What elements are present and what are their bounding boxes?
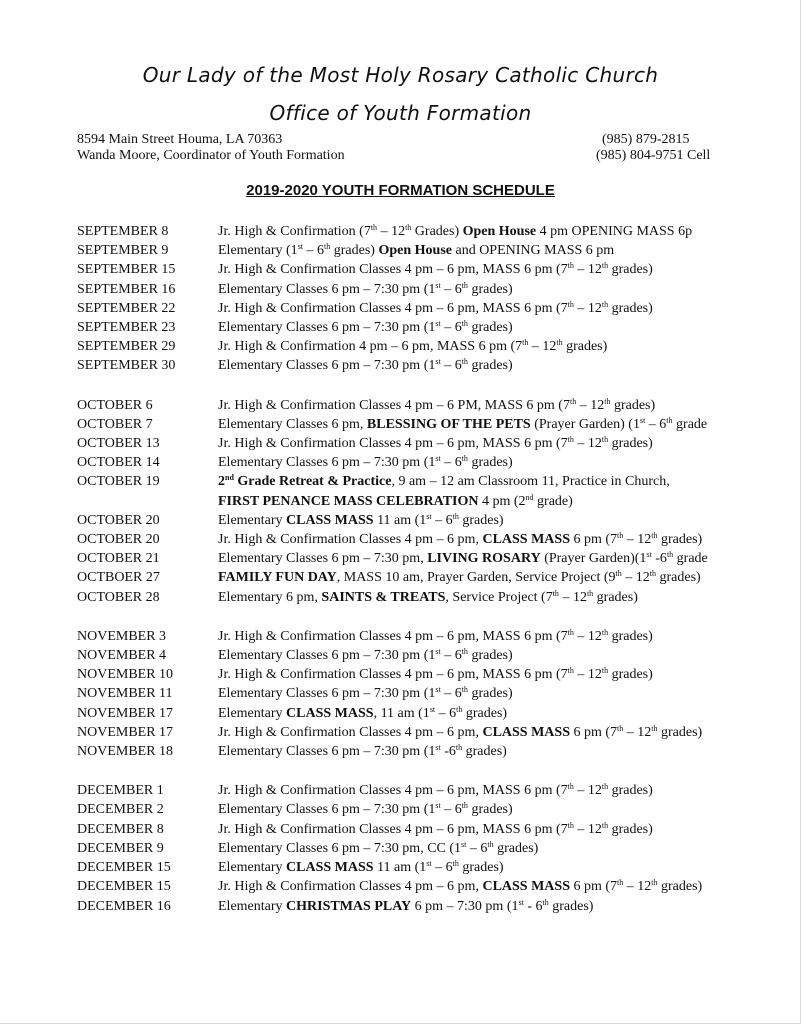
coordinator: Wanda Moore, Coordinator of Youth Formation [77, 148, 345, 163]
event-date: NOVEMBER 3 [77, 628, 167, 644]
schedule-row [77, 299, 797, 318]
month-block-september [77, 222, 797, 376]
contact-left [77, 132, 345, 164]
event-description: Jr. High & Confirmation Classes 4 pm – 6 pm, MASS 6 pm (7th – 12th grades) [218, 299, 653, 316]
schedule-row [77, 222, 797, 241]
month-block-october [77, 396, 797, 607]
schedule-row [77, 549, 797, 568]
event-description: Elementary CLASS MASS 11 am (1st – 6th grades) [218, 859, 504, 876]
schedule-row [77, 356, 797, 375]
event-description: Elementary CHRISTMAS PLAY 6 pm – 7:30 pm (1st - 6th grades) [218, 897, 594, 914]
event-description: Elementary Classes 6 pm – 7:30 pm (1st – 6th grades) [218, 357, 513, 374]
event-description: Elementary CLASS MASS 11 am (1st – 6th grades) [218, 511, 504, 528]
event-description: Elementary Classes 6 pm – 7:30 pm (1st – 6th grades) [218, 685, 513, 702]
event-date: DECEMBER 1 [77, 783, 164, 799]
event-date: NOVEMBER 11 [77, 686, 173, 702]
event-description: Elementary (1st – 6th grades) Open House and OPENING MASS 6 pm [218, 242, 615, 259]
phone: (985) 879-2815 [602, 132, 690, 147]
event-date: OCTOBER 21 [77, 551, 160, 567]
schedule-row [77, 877, 797, 896]
event-description: Jr. High & Confirmation Classes 4 pm – 6 pm, MASS 6 pm (7th – 12th grades) [218, 820, 653, 837]
event-date: OCTOBER 20 [77, 532, 160, 548]
event-description: Jr. High & Confirmation Classes 4 pm – 6 PM, MASS 6 pm (7th – 12th grades) [218, 396, 656, 413]
event-date: DECEMBER 15 [77, 860, 171, 876]
schedule-row [77, 820, 797, 839]
event-date: SEPTEMBER 22 [77, 300, 176, 316]
schedule-row [77, 646, 797, 665]
schedule-row [77, 492, 797, 511]
event-description: Jr. High & Confirmation Classes 4 pm – 6 pm, CLASS MASS 6 pm (7th – 12th grades) [218, 723, 703, 740]
event-date: NOVEMBER 17 [77, 724, 174, 740]
address: 8594 Main Street Houma, LA 70363 [77, 132, 283, 147]
event-date: DECEMBER 2 [77, 802, 164, 818]
event-description: Jr. High & Confirmation Classes 4 pm – 6 pm, MASS 6 pm (7th – 12th grades) [218, 261, 653, 278]
schedule-row [77, 280, 797, 299]
event-description: FAMILY FUN DAY, MASS 10 am, Prayer Garden, Service Project (9th – 12th grades) [218, 569, 701, 586]
event-date: NOVEMBER 4 [77, 648, 167, 664]
schedule-row [77, 434, 797, 453]
schedule-row [77, 858, 797, 877]
cell-phone: (985) 804-9751 Cell [596, 148, 711, 163]
event-description: Jr. High & Confirmation Classes 4 pm – 6 pm, CLASS MASS 6 pm (7th – 12th grades) [218, 878, 703, 895]
schedule-row [77, 723, 797, 742]
schedule-row [77, 511, 797, 530]
event-date: SEPTEMBER 8 [77, 224, 169, 239]
event-date: OCTOBER 19 [77, 474, 160, 490]
event-date: OCTOBER 20 [77, 512, 160, 528]
event-date: DECEMBER 16 [77, 898, 171, 914]
schedule-row [77, 588, 797, 607]
schedule-row [77, 453, 797, 472]
event-description: Elementary Classes 6 pm – 7:30 pm, CC (1st – 6th grades) [218, 839, 539, 856]
event-description: Jr. High & Confirmation Classes 4 pm – 6 pm, MASS 6 pm (7th – 12th grades) [218, 627, 653, 644]
event-date: SEPTEMBER 9 [77, 243, 169, 259]
schedule-row [77, 800, 797, 819]
event-description: Elementary Classes 6 pm – 7:30 pm (1st – 6th grades) [218, 280, 513, 297]
event-date: OCTOBER 7 [77, 416, 153, 432]
event-description: Elementary Classes 6 pm – 7:30 pm (1st -6th grades) [218, 743, 507, 760]
event-description: Jr. High & Confirmation Classes 4 pm – 6 pm, CLASS MASS 6 pm (7th – 12th grades) [218, 531, 703, 548]
event-date: DECEMBER 15 [77, 879, 171, 895]
event-description: Elementary Classes 6 pm – 7:30 pm (1st – 6th grades) [218, 454, 513, 471]
event-description: Elementary 6 pm, SAINTS & TREATS, Service Project (7th – 12th grades) [218, 588, 638, 605]
event-description: Elementary Classes 6 pm – 7:30 pm (1st – 6th grades) [218, 647, 513, 664]
event-date: OCTOBER 6 [77, 397, 153, 413]
event-date: OCTOBER 14 [77, 455, 160, 471]
schedule-row [77, 337, 797, 356]
schedule-row [77, 241, 797, 260]
event-date: OCTBOER 27 [77, 570, 160, 586]
office-name: Office of Youth Formation [269, 101, 532, 125]
contact-right [596, 132, 710, 164]
event-description: Elementary Classes 6 pm – 7:30 pm (1st – 6th grades) [218, 801, 513, 818]
event-date: OCTOBER 28 [77, 589, 160, 605]
event-description: FIRST PENANCE MASS CELEBRATION 4 pm (2nd grade) [218, 492, 573, 509]
event-description: Jr. High & Confirmation Classes 4 pm – 6 pm, MASS 6 pm (7th – 12th grades) [218, 782, 653, 799]
schedule-row [77, 839, 797, 858]
event-description: Elementary Classes 6 pm, BLESSING OF THE PETS (Prayer Garden) (1st – 6th grade [218, 415, 708, 432]
event-description: Jr. High & Confirmation (7th – 12th Grades) Open House 4 pm OPENING MASS 6p [218, 223, 693, 239]
event-description: Jr. High & Confirmation 4 pm – 6 pm, MASS 6 pm (7th – 12th grades) [218, 338, 608, 355]
event-date [77, 492, 218, 511]
event-description: Jr. High & Confirmation Classes 4 pm – 6 pm, MASS 6 pm (7th – 12th grades) [218, 435, 653, 452]
church-name: Our Lady of the Most Holy Rosary Catholic Church [142, 63, 659, 87]
event-date: SEPTEMBER 15 [77, 262, 176, 278]
event-description: Elementary Classes 6 pm – 7:30 pm (1st – 6th grades) [218, 319, 513, 336]
event-date: SEPTEMBER 23 [77, 320, 176, 336]
schedule-row [77, 897, 797, 916]
event-date: OCTOBER 13 [77, 436, 160, 452]
schedule-row [77, 530, 797, 549]
event-date: NOVEMBER 18 [77, 744, 174, 760]
schedule-row [77, 568, 797, 587]
event-date: SEPTEMBER 30 [77, 358, 176, 374]
schedule-row [77, 396, 797, 415]
event-date: SEPTEMBER 29 [77, 339, 176, 355]
event-date: SEPTEMBER 16 [77, 281, 176, 297]
schedule-row [77, 260, 797, 279]
event-description: Elementary Classes 6 pm – 7:30 pm, LIVING ROSARY (Prayer Garden)(1st -6th grade [218, 550, 708, 567]
month-block-november [77, 627, 797, 761]
schedule-title: 2019-2020 YOUTH FORMATION SCHEDULE [246, 182, 555, 199]
month-block-december [77, 781, 797, 915]
event-description: 2nd Grade Retreat & Practice, 9 am – 12 am Classroom 11, Practice in Church, [218, 473, 670, 490]
schedule-list [77, 222, 797, 936]
schedule-row [77, 472, 797, 491]
schedule-row [77, 318, 797, 337]
schedule-row [77, 781, 797, 800]
schedule-row [77, 704, 797, 723]
schedule-row [77, 627, 797, 646]
event-date: NOVEMBER 17 [77, 705, 174, 721]
event-description: Elementary CLASS MASS, 11 am (1st – 6th grades) [218, 704, 508, 721]
event-description: Jr. High & Confirmation Classes 4 pm – 6 pm, MASS 6 pm (7th – 12th grades) [218, 666, 653, 683]
schedule-row [77, 665, 797, 684]
event-date: DECEMBER 9 [77, 840, 164, 856]
schedule-row [77, 684, 797, 703]
schedule-row [77, 415, 797, 434]
schedule-row [77, 742, 797, 761]
event-date: DECEMBER 8 [77, 821, 164, 837]
event-date: NOVEMBER 10 [77, 667, 174, 683]
